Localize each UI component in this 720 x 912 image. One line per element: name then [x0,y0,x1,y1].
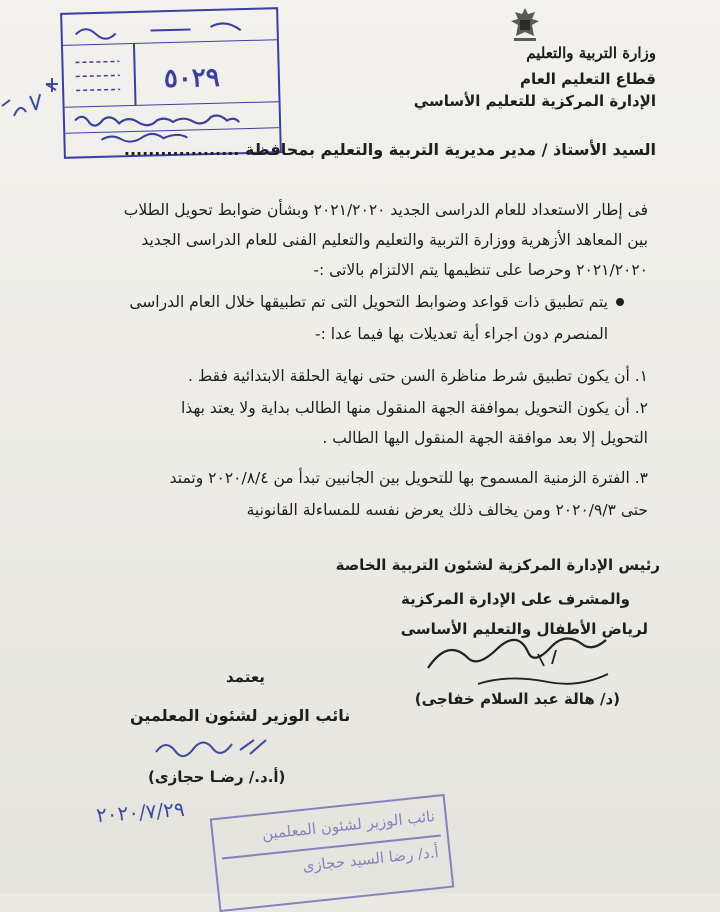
intro-line-2: بين المعاهد الأزهرية ووزارة التربية والتعليم والتعليم الفنى للعام الدراسى الجديد [141,231,648,249]
item-3-line-2: حتى ٢٠٢٠/٩/٣ ومن يخالف ذلك يعرض نفسه للمساءلة القانونية [246,501,648,519]
egypt-eagle-emblem-icon [508,6,542,44]
item-1: ١. أن يكون تطبيق شرط مناظرة السن حتى نهاية الحلقة الابتدائية فقط . [188,367,648,385]
bullet-dot [616,298,624,306]
deputy-minister-stamp [210,794,455,912]
stamp-name: أ.د/ رضا السيد حجازى [301,842,440,876]
approver-title: نائب الوزير لشئون المعلمين [130,706,351,725]
salutation: السيد الأستاذ / مدير مديرية التربية والتعليم بمحافظة ................... [123,140,656,159]
approval-label: يعتمد [226,668,265,686]
bullet-line-1: يتم تطبيق ذات قواعد وضوابط التحويل التى تم تطبيقها خلال العام الدراسى [129,293,608,311]
item-2-line-2: التحويل إلا بعد موافقة الجهة المنقول اليها الطالب . [322,429,648,447]
item-3-line-1: ٣. الفترة الزمنية المسموح بها للتحويل بين الجانبين تبدأ من ٢٠٢٠/٨/٤ وتمتد [169,469,648,487]
handwritten-date: ٢٠٢٠/٧/٢٩ [95,796,186,828]
stamp-scribble-icon [70,15,270,40]
signatory-name: (د/ هالة عبد السلام خفاجى) [414,690,620,708]
stamp-left-marks-icon [69,51,130,103]
signatory-title-line-1: رئيس الإدارة المركزية لشئون التربية الخاصة [335,556,660,574]
stamp-title: نائب الوزير لشئون المعلمين [261,807,436,844]
handwritten-signature-right-icon [418,628,618,698]
approver-name: (أ.د./ رضـا حجازى) [148,768,286,786]
reference-number: ٥٠٢٩ [163,62,221,95]
sector-name: قطاع التعليم العام [520,70,656,88]
intro-line-1: فى إطار الاستعداد للعام الدراسى الجديد ٢٠٢١/٢٠٢٠ وبشأن ضوابط تحويل الطلاب [123,201,648,219]
item-2-line-1: ٢. أن يكون التحويل بموافقة الجهة المنقول منها الطالب بداية ولا يعتد بهذا [181,399,648,417]
department-name: الإدارة المركزية للتعليم الأساسي [413,92,656,110]
ministry-name: وزارة التربية والتعليم [526,44,656,62]
signatory-title-line-2: والمشرف على الإدارة المركزية [401,590,630,608]
intro-line-3: ٢٠٢١/٢٠٢٠ وحرصا على تنظيمها يتم الالتزام بالاتى :- [313,261,648,279]
handwritten-signature-left-icon [150,732,270,762]
signatory-title-line-3: لرياض الأطفال والتعليم الأساسى [400,620,648,638]
registration-stamp [60,7,282,159]
bullet-line-2: المنصرم دون اجراء أية تعديلات بها فيما عدا :- [315,325,608,343]
margin-handwriting-icon [0,76,60,136]
